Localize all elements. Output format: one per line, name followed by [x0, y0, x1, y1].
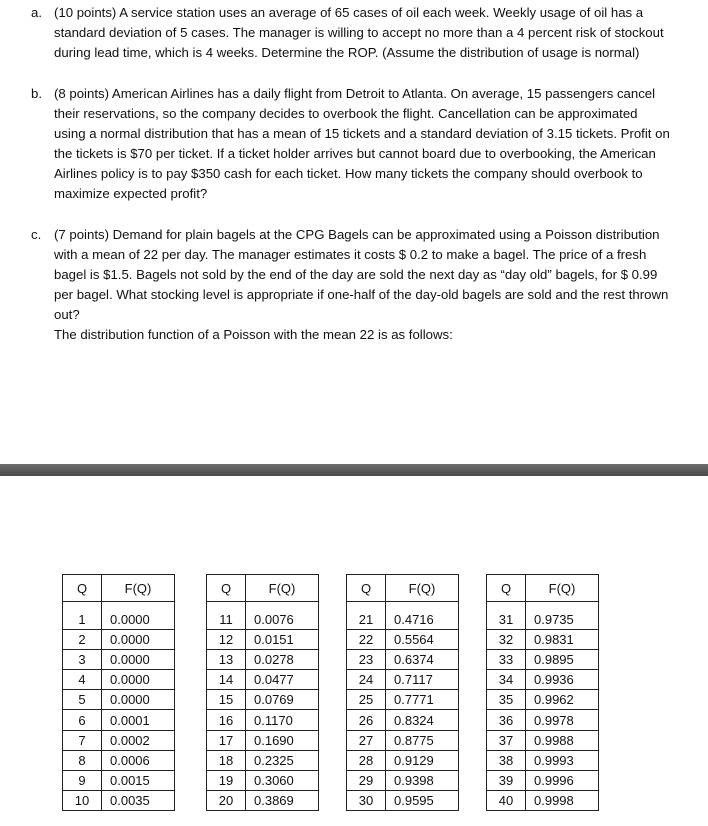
q-cell: 30	[347, 790, 386, 810]
table-row	[207, 730, 319, 750]
f-cell: 0.1170	[246, 710, 319, 730]
table-row	[207, 790, 319, 810]
q-cell: 31	[487, 602, 526, 630]
q-cell: 18	[207, 750, 246, 770]
table-row	[347, 750, 459, 770]
problem-letter: a.	[31, 5, 42, 20]
f-cell: 0.8775	[386, 730, 459, 750]
table-header-row	[487, 575, 599, 602]
problem-text	[54, 3, 672, 63]
f-cell: 0.1690	[246, 730, 319, 750]
poisson-table-4	[486, 574, 599, 811]
problem-paragraph-note: The distribution function of a Poisson with the mean 22 is as follows:	[54, 327, 453, 342]
table-row	[347, 790, 459, 810]
f-cell: 0.0076	[246, 602, 319, 630]
table-header-row	[207, 575, 319, 602]
table-row	[487, 630, 599, 650]
table-row	[63, 770, 175, 790]
f-cell: 0.0151	[246, 630, 319, 650]
q-cell: 29	[347, 770, 386, 790]
column-header-f: F(Q)	[526, 575, 599, 602]
f-cell: 0.3869	[246, 790, 319, 810]
q-cell: 17	[207, 730, 246, 750]
column-header-f: F(Q)	[102, 575, 175, 602]
table-row	[347, 730, 459, 750]
q-cell: 11	[207, 602, 246, 630]
f-cell: 0.9595	[386, 790, 459, 810]
table-row	[207, 750, 319, 770]
table-row	[347, 770, 459, 790]
f-cell: 0.9962	[526, 690, 599, 710]
table-row	[347, 710, 459, 730]
poisson-table-2	[206, 574, 319, 811]
table-row	[63, 630, 175, 650]
table-row	[63, 730, 175, 750]
table-row	[63, 650, 175, 670]
q-cell: 21	[347, 602, 386, 630]
f-cell: 0.9398	[386, 770, 459, 790]
problem-letter: c.	[31, 227, 42, 242]
f-cell: 0.9993	[526, 750, 599, 770]
column-header-q: Q	[487, 575, 526, 602]
table-row	[347, 602, 459, 630]
f-cell: 0.9988	[526, 730, 599, 750]
q-cell: 14	[207, 670, 246, 690]
q-cell: 36	[487, 710, 526, 730]
f-cell: 0.0278	[246, 650, 319, 670]
f-cell: 0.7771	[386, 690, 459, 710]
f-cell: 0.4716	[386, 602, 459, 630]
table-row	[63, 690, 175, 710]
problem-paragraph: (10 points) A service station uses an average of 65 cases of oil each week. Weekly usage of oil has a standard deviation of 5 cases. The manager is willing to accept no more than a 4 percent risk of stockout during lead time, which is 4 weeks. Determine the ROP. (Assume the distribution of usage is normal)	[54, 5, 664, 60]
problem-letter: b.	[31, 86, 42, 101]
f-cell: 0.0000	[102, 670, 175, 690]
f-cell: 0.9996	[526, 770, 599, 790]
f-cell: 0.9735	[526, 602, 599, 630]
poisson-table-3	[346, 574, 459, 811]
table-row	[207, 602, 319, 630]
table-row	[63, 710, 175, 730]
f-cell: 0.9978	[526, 710, 599, 730]
problem-paragraph: (8 points) American Airlines has a daily flight from Detroit to Atlanta. On average, 15 passengers cancel their reservations, so the company decides to overbook the flight. Cancellation can be approximated using a normal distribution that has a mean of 15 tickets and a standard deviation of 3.15 tickets. Profit on the tickets is $70 per ticket. If a ticket holder arrives but cannot board due to overbooking, the American Airlines policy is to pay $350 cash for each ticket. How many tickets the company should overbook to maximize expected profit?	[54, 86, 670, 201]
f-cell: 0.3060	[246, 770, 319, 790]
q-cell: 39	[487, 770, 526, 790]
q-cell: 40	[487, 790, 526, 810]
q-cell: 23	[347, 650, 386, 670]
f-cell: 0.0035	[102, 790, 175, 810]
table-row	[487, 790, 599, 810]
table-row	[207, 630, 319, 650]
problem-text	[54, 225, 672, 345]
table-row	[347, 690, 459, 710]
f-cell: 0.8324	[386, 710, 459, 730]
q-cell: 19	[207, 770, 246, 790]
q-cell: 3	[63, 650, 102, 670]
q-cell: 22	[347, 630, 386, 650]
column-header-q: Q	[63, 575, 102, 602]
f-cell: 0.2325	[246, 750, 319, 770]
column-header-q: Q	[207, 575, 246, 602]
f-cell: 0.0000	[102, 602, 175, 630]
table-row	[207, 670, 319, 690]
table-row	[487, 750, 599, 770]
f-cell: 0.0000	[102, 630, 175, 650]
f-cell: 0.0001	[102, 710, 175, 730]
table-row	[63, 750, 175, 770]
q-cell: 12	[207, 630, 246, 650]
q-cell: 16	[207, 710, 246, 730]
f-cell: 0.0769	[246, 690, 319, 710]
table-row	[347, 650, 459, 670]
q-cell: 20	[207, 790, 246, 810]
q-cell: 1	[63, 602, 102, 630]
column-header-f: F(Q)	[246, 575, 319, 602]
q-cell: 7	[63, 730, 102, 750]
f-cell: 0.9129	[386, 750, 459, 770]
q-cell: 34	[487, 670, 526, 690]
table-row	[487, 710, 599, 730]
q-cell: 9	[63, 770, 102, 790]
table-row	[347, 630, 459, 650]
q-cell: 10	[63, 790, 102, 810]
f-cell: 0.9998	[526, 790, 599, 810]
table-row	[487, 602, 599, 630]
q-cell: 2	[63, 630, 102, 650]
q-cell: 27	[347, 730, 386, 750]
q-cell: 37	[487, 730, 526, 750]
q-cell: 5	[63, 690, 102, 710]
f-cell: 0.9831	[526, 630, 599, 650]
table-row	[63, 602, 175, 630]
q-cell: 35	[487, 690, 526, 710]
f-cell: 0.7117	[386, 670, 459, 690]
q-cell: 25	[347, 690, 386, 710]
table-row	[207, 650, 319, 670]
table-row	[207, 710, 319, 730]
poisson-table-1	[62, 574, 175, 811]
table-row	[487, 770, 599, 790]
f-cell: 0.5564	[386, 630, 459, 650]
table-row	[207, 770, 319, 790]
problem-text	[54, 84, 672, 204]
column-header-q: Q	[347, 575, 386, 602]
q-cell: 32	[487, 630, 526, 650]
f-cell: 0.0015	[102, 770, 175, 790]
f-cell: 0.0006	[102, 750, 175, 770]
problem-paragraph: (7 points) Demand for plain bagels at the CPG Bagels can be approximated using a Poisson distribution with a mean of 22 per day. The manager estimates it costs $ 0.2 to make a bagel. The price of a fresh bagel is $1.5. Bagels not sold by the end of the day are sold the next day as “day old” bagels, for $ 0.99 per bagel. What stocking level is appropriate if one-half of the day-old bagels are sold and the rest thrown out?	[54, 227, 669, 322]
poisson-tables	[0, 574, 708, 814]
q-cell: 38	[487, 750, 526, 770]
q-cell: 6	[63, 710, 102, 730]
f-cell: 0.6374	[386, 650, 459, 670]
q-cell: 4	[63, 670, 102, 690]
q-cell: 15	[207, 690, 246, 710]
f-cell: 0.0000	[102, 690, 175, 710]
f-cell: 0.0002	[102, 730, 175, 750]
q-cell: 24	[347, 670, 386, 690]
table-row	[487, 650, 599, 670]
table-row	[487, 690, 599, 710]
q-cell: 28	[347, 750, 386, 770]
q-cell: 8	[63, 750, 102, 770]
table-row	[63, 790, 175, 810]
table-row	[487, 670, 599, 690]
f-cell: 0.9895	[526, 650, 599, 670]
table-row	[347, 670, 459, 690]
q-cell: 33	[487, 650, 526, 670]
column-header-f: F(Q)	[386, 575, 459, 602]
table-header-row	[63, 575, 175, 602]
q-cell: 13	[207, 650, 246, 670]
f-cell: 0.0000	[102, 650, 175, 670]
q-cell: 26	[347, 710, 386, 730]
page-divider	[0, 464, 708, 476]
table-row	[63, 670, 175, 690]
f-cell: 0.9936	[526, 670, 599, 690]
f-cell: 0.0477	[246, 670, 319, 690]
table-row	[487, 730, 599, 750]
table-row	[207, 690, 319, 710]
table-header-row	[347, 575, 459, 602]
